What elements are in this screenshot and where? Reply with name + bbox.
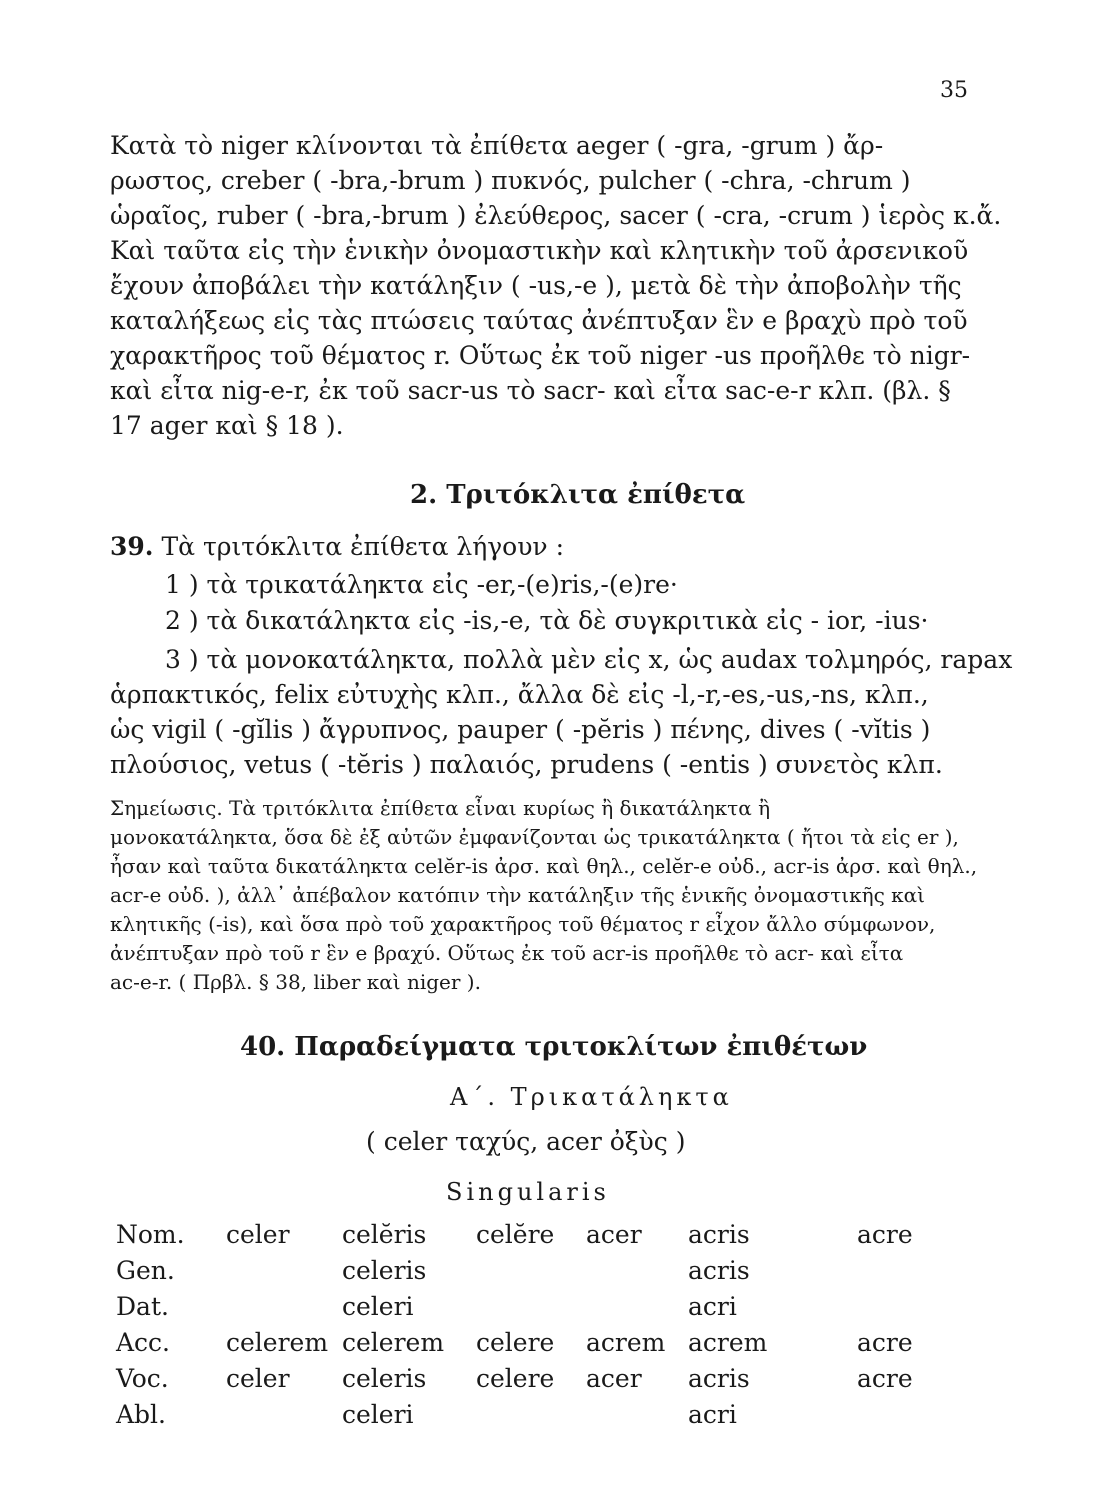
paragraph-line: ὡραῖος, ruber ( -bra,-brum ) ἐλεύθερος, sacer ( -cra, -crum ) ἱερὸς κ.ἄ.	[110, 201, 1002, 230]
page-number: 35	[940, 78, 968, 103]
table-cell: acris	[688, 1364, 750, 1393]
paragraph-line: ἔχουν ἀποβάλει τὴν κατάληξιν ( -us,-e ), μετὰ δὲ τὴν ἀποβολὴν τῆς	[110, 271, 962, 300]
case-label: Gen.	[116, 1256, 175, 1285]
table-cell: acri	[688, 1400, 737, 1429]
table-cell: celere	[476, 1328, 555, 1357]
paragraph-line: Κατὰ τὸ niger κλίνονται τὰ ἐπίθετα aeger ( -gra, -grum ) ἄρ-	[110, 131, 884, 160]
table-cell: acre	[857, 1220, 913, 1249]
table-cell: celeri	[342, 1292, 414, 1321]
table-cell: celer	[226, 1364, 290, 1393]
table-cell: celĕre	[476, 1220, 555, 1249]
paragraph-line: 17 ager καὶ § 18 ).	[110, 411, 344, 440]
table-row	[116, 1400, 916, 1436]
section-heading-40: 40. Παραδείγματα τριτοκλίτων ἐπιθέτων	[240, 1032, 868, 1062]
note-line: Σημείωσις. Τὰ τριτόκλιτα ἐπίθετα εἶναι κυρίως ἢ δικατάληκτα ἢ	[110, 796, 771, 820]
list-line: ὡς vigil ( -gĭlis ) ἄγρυπνος, pauper ( -pĕris ) πένης, dives ( -vĭtis )	[110, 715, 931, 744]
table-row	[116, 1292, 916, 1328]
intro-text: Τὰ τριτόκλιτα ἐπίθετα λήγουν :	[161, 532, 564, 561]
table-cell: celerem	[342, 1328, 445, 1357]
example-words: ( celer ταχύς, acer ὀξὺς )	[366, 1127, 686, 1156]
list-line: πλούσιος, vetus ( -tĕris ) παλαιός, prudens ( -entis ) συνετὸς κλπ.	[110, 750, 943, 779]
case-label: Voc.	[116, 1364, 169, 1393]
note-line: acr-e οὐδ. ), ἀλλ᾽ ἀπέβαλον κατόπιν τὴν κατάληξιν τῆς ἑνικῆς ὀνομαστικῆς καὶ	[110, 883, 925, 907]
note-line: μονοκατάληκτα, ὅσα δὲ ἐξ αὐτῶν ἐμφανίζονται ὡς τρικατάληκτα ( ἤτοι τὰ εἰς er ),	[110, 825, 959, 849]
paragraph-niger	[110, 128, 1002, 443]
paragraph-line: καταλήξεως εἰς τὰς πτώσεις ταύτας ἀνέπτυξαν ἓν e βραχὺ πρὸ τοῦ	[110, 306, 968, 335]
table-cell: acre	[857, 1364, 913, 1393]
table-cell: acre	[857, 1328, 913, 1357]
paragraph-line: Καὶ ταῦτα εἰς τὴν ἑνικὴν ὀνομαστικὴν καὶ κλητικὴν τοῦ ἀρσενικοῦ	[110, 236, 969, 265]
case-label: Nom.	[116, 1220, 185, 1249]
list-line: ἁρπακτικός, felix εὐτυχὴς κλπ., ἄλλα δὲ εἰς -l,-r,-es,-us,-ns, κλπ.,	[110, 680, 929, 709]
table-cell: acrem	[688, 1328, 768, 1357]
table-cell: celere	[476, 1364, 555, 1393]
table-cell: celeris	[342, 1256, 427, 1285]
list-item: 2 ) τὰ δικατάληκτα εἰς -is,-e, τὰ δὲ συγκριτικὰ εἰς - ior, -ius·	[165, 606, 929, 635]
paragraph-line: καὶ εἶτα nig-e-r, ἐκ τοῦ sacr-us τὸ sacr- καὶ εἶτα sac-e-r κλπ. (βλ. §	[110, 376, 951, 405]
table-cell: acer	[586, 1364, 642, 1393]
subtitle: Α΄. Τρικατάληκτα	[450, 1083, 733, 1111]
section-heading: 2. Τριτόκλιτα ἐπίθετα	[410, 480, 746, 510]
note-line: κλητικῆς (-is), καὶ ὅσα πρὸ τοῦ χαρακτῆρος τοῦ θέματος r εἶχον ἄλλο σύμφωνον,	[110, 912, 936, 936]
case-label: Abl.	[116, 1400, 166, 1429]
table-row	[116, 1256, 916, 1292]
table-cell: acrem	[586, 1328, 666, 1357]
list-item: 1 ) τὰ τρικατάληκτα εἰς -er,-(e)ris,-(e)re·	[165, 570, 678, 599]
paragraph-line: ρωστος, creber ( -bra,-brum ) πυκνός, pulcher ( -chra, -chrum )	[110, 166, 911, 195]
declension-table	[116, 1220, 916, 1436]
list-line: 3 ) τὰ μονοκατάληκτα, πολλὰ μὲν εἰς x, ὡς audax τολμηρός, rapax	[165, 645, 1013, 674]
table-row	[116, 1364, 916, 1400]
table-cell: celeris	[342, 1364, 427, 1393]
table-cell: celerem	[226, 1328, 329, 1357]
case-label: Dat.	[116, 1292, 169, 1321]
table-cell: acris	[688, 1220, 750, 1249]
note-block	[110, 794, 978, 997]
table-cell: celĕris	[342, 1220, 427, 1249]
table-row	[116, 1328, 916, 1364]
table-cell: acris	[688, 1256, 750, 1285]
note-line: ἀνέπτυξαν πρὸ τοῦ r ἓν e βραχύ. Οὕτως ἐκ τοῦ acr-is προῆλθε τὸ acr- καὶ εἶτα	[110, 941, 904, 965]
paragraph-number: 39.	[110, 532, 154, 561]
table-cell: acri	[688, 1292, 737, 1321]
table-cell: celer	[226, 1220, 290, 1249]
paragraph-line: χαρακτῆρος τοῦ θέματος r. Οὕτως ἐκ τοῦ niger -us προῆλθε τὸ nigr-	[110, 341, 971, 370]
note-line: ac-e-r. ( Πρβλ. § 38, liber καὶ niger ).	[110, 970, 481, 994]
list-item-3	[110, 642, 1013, 782]
paragraph-39-intro	[110, 532, 564, 561]
case-label: Acc.	[116, 1328, 171, 1357]
number-label: Singularis	[446, 1178, 610, 1206]
note-line: ἦσαν καὶ ταῦτα δικατάληκτα celĕr-is ἀρσ. καὶ θηλ., celĕr-e οὐδ., acr-is ἀρσ. καὶ θηλ.,	[110, 854, 978, 878]
table-row	[116, 1220, 916, 1256]
table-cell: celeri	[342, 1400, 414, 1429]
table-cell: acer	[586, 1220, 642, 1249]
